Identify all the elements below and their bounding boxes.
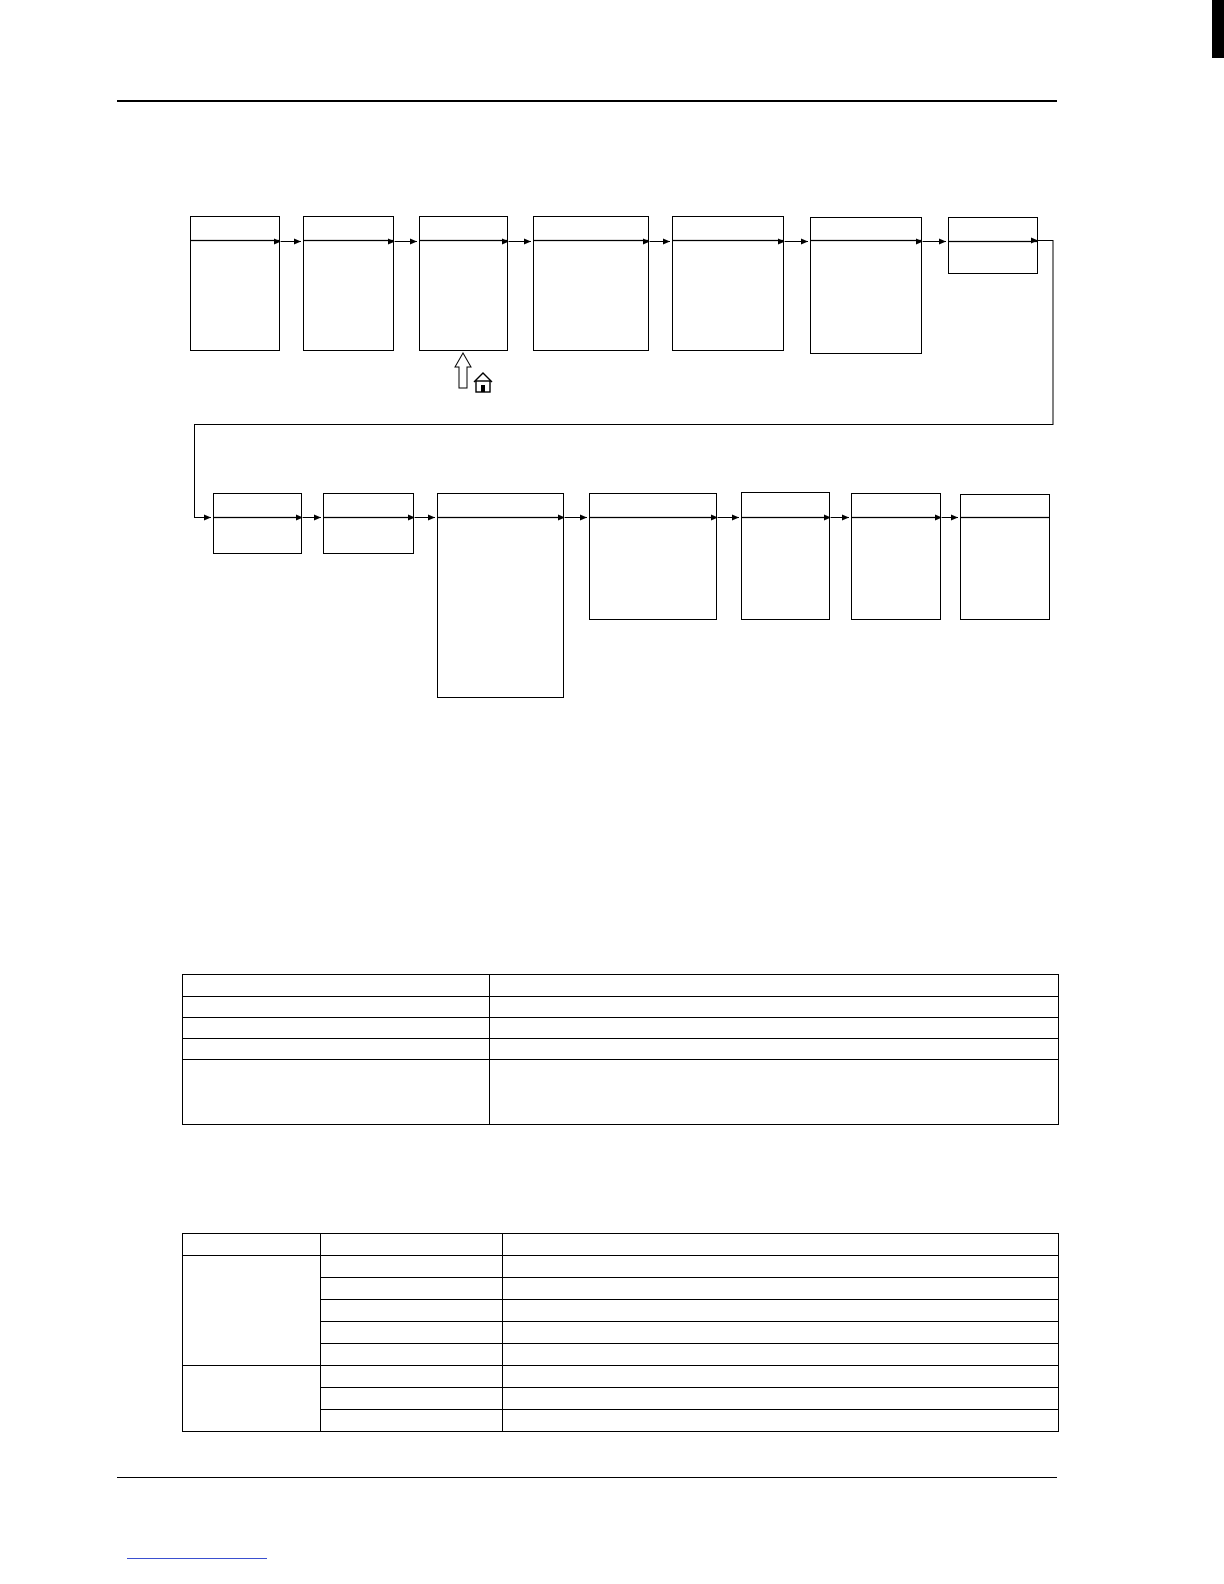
table-row (183, 1060, 1059, 1125)
table-header-cell (503, 1234, 1059, 1256)
table-cell (503, 1322, 1059, 1344)
table-cell (503, 1344, 1059, 1366)
table-cell (490, 975, 1059, 997)
group-label-cell (183, 1256, 321, 1366)
table-cell (183, 975, 490, 997)
footer-link[interactable] (127, 1558, 267, 1559)
menu-box-r2-b6 (852, 494, 941, 620)
table-cell (183, 1039, 490, 1060)
table-cell (183, 1060, 490, 1125)
table-row (183, 1039, 1059, 1060)
table-row (183, 1366, 1059, 1388)
table-cell (183, 1018, 490, 1039)
menu-box-r2-b3 (438, 494, 564, 698)
up-arrow-icon (455, 353, 471, 388)
table-cell (503, 1278, 1059, 1300)
table-header-cell (321, 1234, 503, 1256)
table-header-cell (183, 1234, 321, 1256)
table-cell (503, 1366, 1059, 1388)
table-row (183, 997, 1059, 1018)
menu-box-r1-b3 (420, 217, 508, 351)
menu-box-r1-b1 (191, 217, 280, 351)
table-cell (490, 1039, 1059, 1060)
table-cell (321, 1388, 503, 1410)
table-row (183, 975, 1059, 997)
menu-box-r1-b4 (534, 217, 649, 351)
parameter-table (182, 974, 1059, 1125)
menu-box-r1-b2 (304, 217, 394, 351)
table-cell (490, 1060, 1059, 1125)
menu-box-r2-b2 (324, 494, 414, 554)
table-cell (321, 1300, 503, 1322)
settings-table (182, 1233, 1059, 1432)
table-cell (503, 1388, 1059, 1410)
table-row (183, 1018, 1059, 1039)
menu-flow-diagram (0, 0, 1224, 720)
table-cell (490, 1018, 1059, 1039)
menu-box-r2-b5 (742, 493, 830, 620)
menu-box-r1-b5 (673, 217, 784, 351)
table-cell (321, 1366, 503, 1388)
table-cell (321, 1410, 503, 1432)
menu-box-r2-b4 (590, 494, 717, 620)
table-cell (321, 1256, 503, 1278)
menu-box-r2-b7 (961, 495, 1050, 620)
table-cell (503, 1256, 1059, 1278)
home-marker (455, 353, 492, 392)
table-cell (183, 997, 490, 1018)
table-header-row (183, 1234, 1059, 1256)
table-cell (321, 1322, 503, 1344)
footer-rule (117, 1477, 1057, 1478)
menu-box-r1-b7 (949, 218, 1038, 274)
table-cell (321, 1278, 503, 1300)
group-label-cell (183, 1366, 321, 1432)
table-row (183, 1256, 1059, 1278)
table-cell (490, 997, 1059, 1018)
table-cell (321, 1344, 503, 1366)
menu-box-r1-b6 (811, 218, 922, 354)
table-cell (503, 1300, 1059, 1322)
table-cell (503, 1410, 1059, 1432)
home-icon (474, 373, 492, 392)
menu-box-r2-b1 (214, 494, 302, 554)
